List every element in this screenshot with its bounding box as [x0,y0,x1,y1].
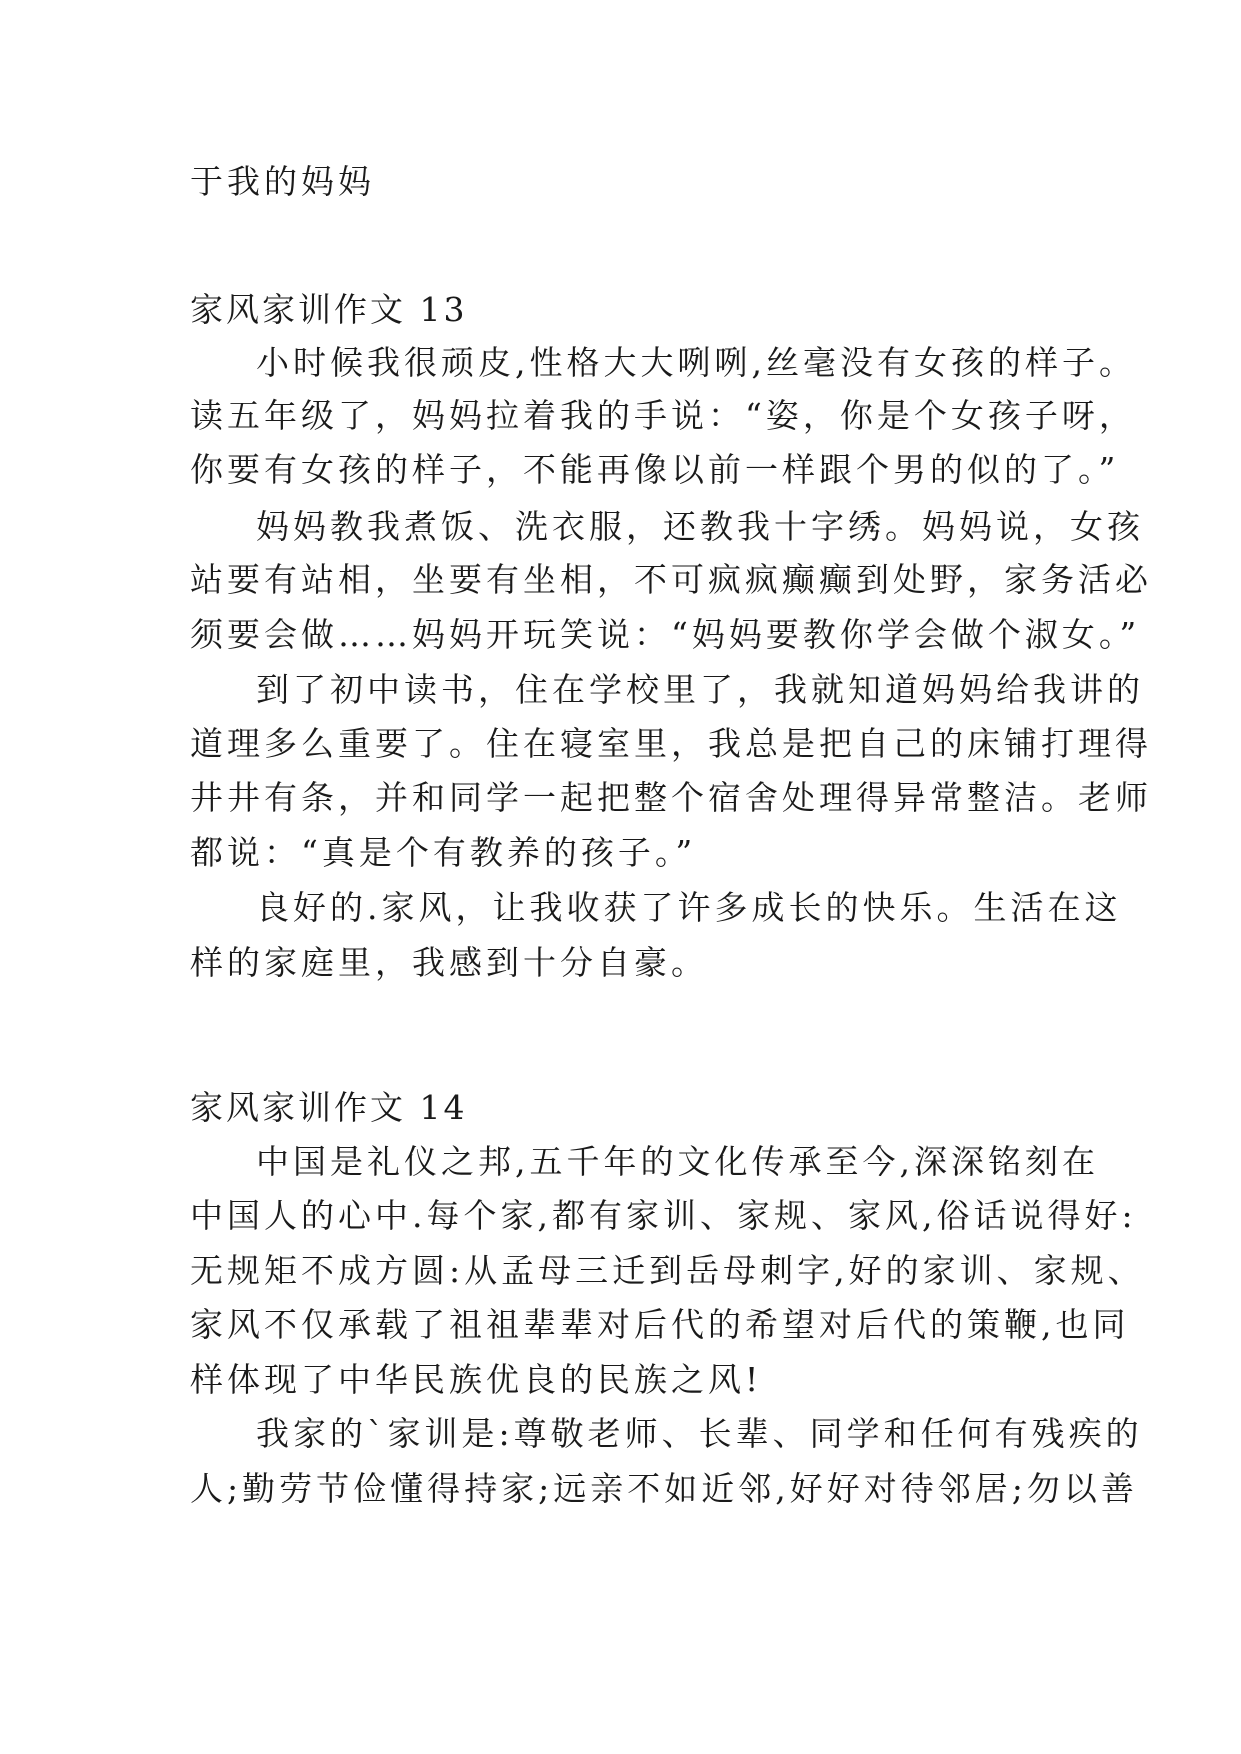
paragraph-line: 中国人的心中.每个家,都有家训、家规、家风,俗话说得好: [190,1196,1137,1235]
paragraph-line: 小时候我很顽皮,性格大大咧咧,丝毫没有女孩的样子。 [256,343,1136,382]
paragraph-line: 读五年级了，妈妈拉着我的手说：“姿，你是个女孩子呀， [190,396,1136,435]
paragraph-line: 中国是礼仪之邦,五千年的文化传承至今,深深铭刻在 [256,1142,1099,1181]
paragraph-line: 须要会做……妈妈开玩笑说：“妈妈要教你学会做个淑女。” [190,615,1141,654]
paragraph-line: 无规矩不成方圆:从孟母三迁到岳母刺字,好的家训、家规、 [190,1251,1145,1290]
paragraph-line: 家风不仅承载了祖祖辈辈对后代的希望对后代的策鞭,也同 [190,1305,1130,1344]
paragraph-line: 站要有站相，坐要有坐相，不可疯疯癫癫到处野，家务活必 [190,560,1152,599]
paragraph-line: 你要有女孩的样子，不能再像以前一样跟个男的似的了。” [190,450,1120,489]
paragraph-line: 我家的`家训是:尊敬老师、长辈、同学和任何有残疾的 [256,1414,1143,1453]
paragraph-line: 到了初中读书，住在学校里了，我就知道妈妈给我讲的 [256,670,1144,709]
section-13-title: 家风家训作文 13 [190,290,468,329]
paragraph-line: 道理多么重要了。住在寝室里，我总是把自己的床铺打理得 [190,724,1152,763]
paragraph-line: 样的家庭里，我感到十分自豪。 [190,943,708,982]
paragraph-line: 样体现了中华民族优良的民族之风! [190,1360,763,1399]
paragraph-line: 妈妈教我煮饭、洗衣服，还教我十字绣。妈妈说，女孩 [256,507,1144,546]
paragraph-line: 井井有条，并和同学一起把整个宿舍处理得异常整洁。老师 [190,778,1152,817]
paragraph-line: 良好的.家风，让我收获了许多成长的快乐。生活在这 [256,888,1122,927]
section-14-title: 家风家训作文 14 [190,1088,468,1127]
intro-line: 于我的妈妈 [190,162,375,201]
paragraph-line: 人;勤劳节俭懂得持家;远亲不如近邻,好好对待邻居;勿以善 [190,1469,1138,1508]
paragraph-line: 都说：“真是个有教养的孩子。” [190,833,697,872]
